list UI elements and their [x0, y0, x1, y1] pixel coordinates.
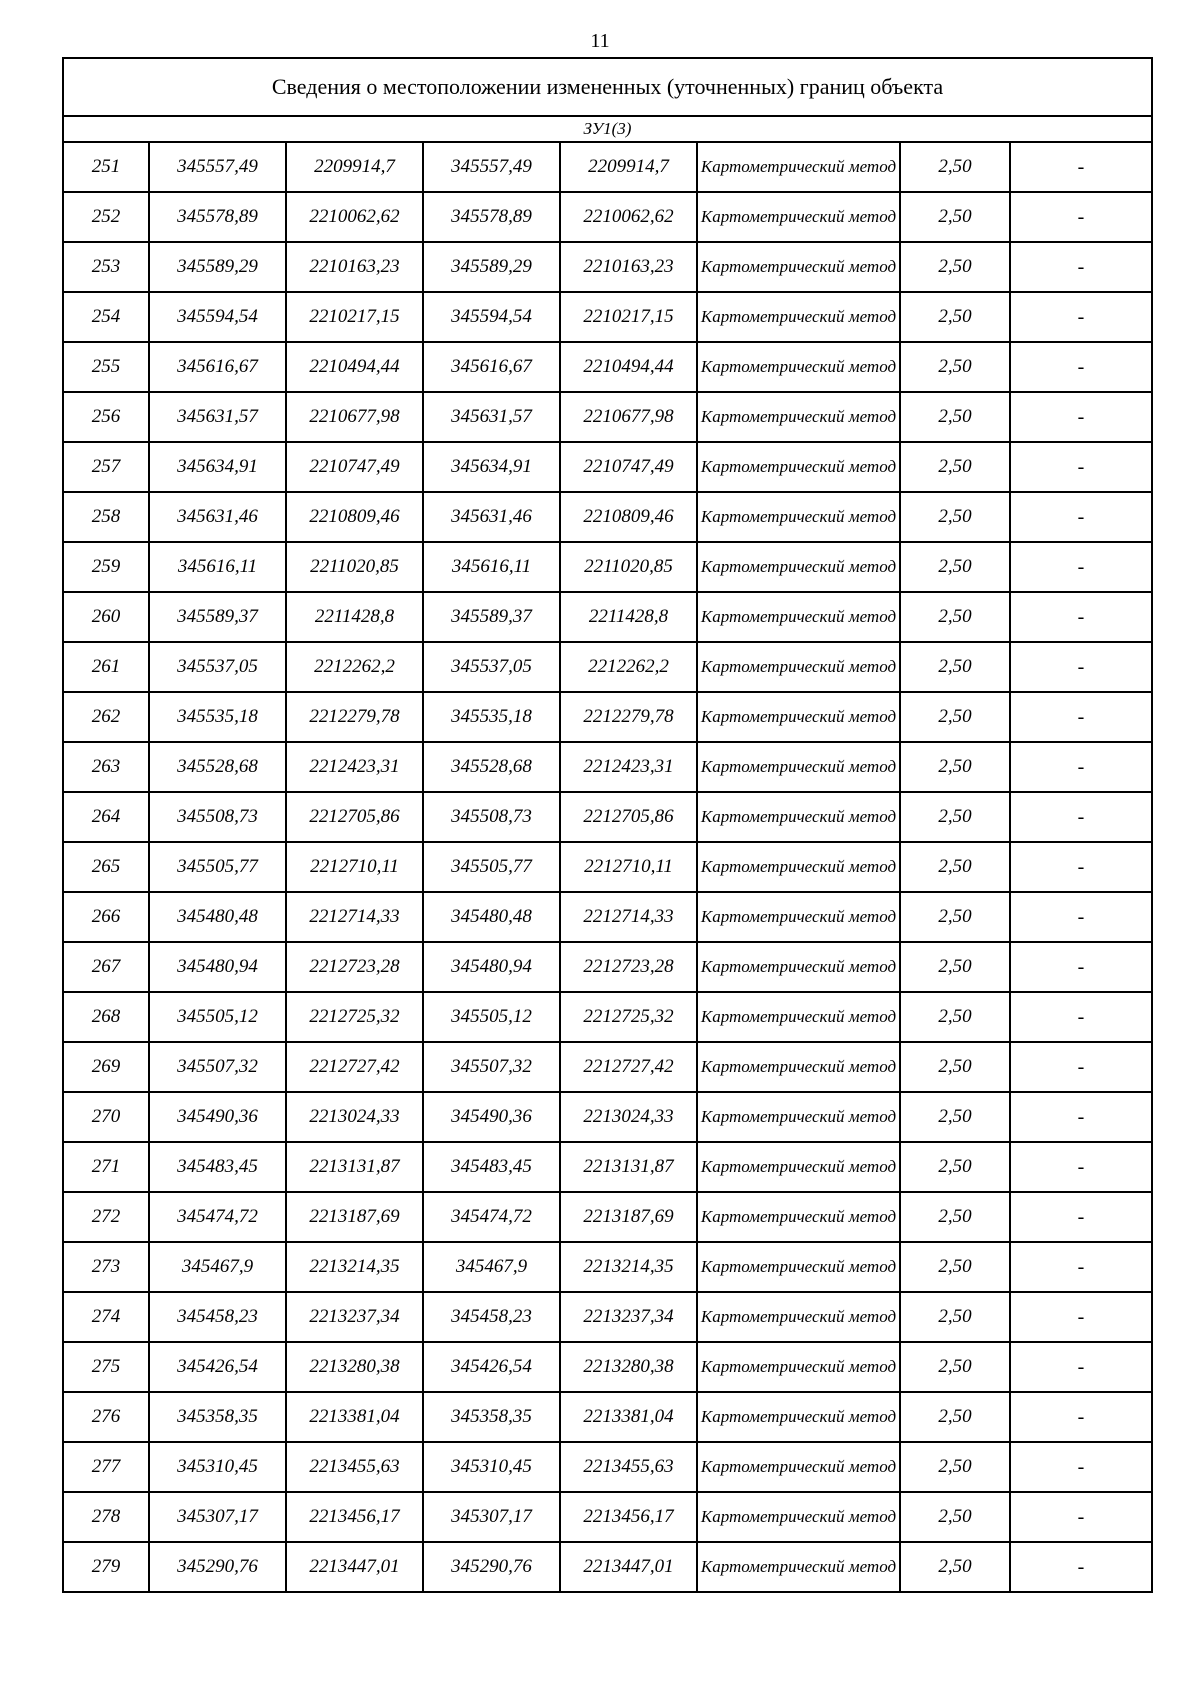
- existing-x-cell: 345507,32: [149, 1042, 286, 1092]
- note-cell: -: [1010, 1342, 1152, 1392]
- note-cell: -: [1010, 442, 1152, 492]
- note-cell: -: [1010, 1542, 1152, 1592]
- existing-x-cell: 345589,29: [149, 242, 286, 292]
- refined-y-cell: 2212723,28: [560, 942, 697, 992]
- refined-y-cell: 2210809,46: [560, 492, 697, 542]
- determination-method-cell: Картометрический метод: [697, 1192, 900, 1242]
- existing-x-cell: 345310,45: [149, 1442, 286, 1492]
- accuracy-cell: 2,50: [900, 1042, 1010, 1092]
- table-row: [63, 1242, 1152, 1292]
- refined-y-cell: 2212705,86: [560, 792, 697, 842]
- point-number-cell: 278: [63, 1492, 149, 1542]
- accuracy-cell: 2,50: [900, 192, 1010, 242]
- table-row: [63, 192, 1152, 242]
- determination-method-cell: Картометрический метод: [697, 742, 900, 792]
- refined-y-cell: 2209914,7: [560, 142, 697, 192]
- existing-y-cell: 2213447,01: [286, 1542, 423, 1592]
- note-cell: -: [1010, 642, 1152, 692]
- point-number-cell: 267: [63, 942, 149, 992]
- existing-x-cell: 345483,45: [149, 1142, 286, 1192]
- note-cell: -: [1010, 492, 1152, 542]
- determination-method-cell: Картометрический метод: [697, 942, 900, 992]
- existing-x-cell: 345458,23: [149, 1292, 286, 1342]
- parcel-label: ЗУ1(3): [63, 116, 1152, 142]
- refined-y-cell: 2213187,69: [560, 1192, 697, 1242]
- point-number-cell: 275: [63, 1342, 149, 1392]
- refined-x-cell: 345505,77: [423, 842, 560, 892]
- existing-x-cell: 345505,77: [149, 842, 286, 892]
- existing-y-cell: 2213214,35: [286, 1242, 423, 1292]
- existing-x-cell: 345616,11: [149, 542, 286, 592]
- existing-y-cell: 2212727,42: [286, 1042, 423, 1092]
- determination-method-cell: Картометрический метод: [697, 792, 900, 842]
- note-cell: -: [1010, 1242, 1152, 1292]
- determination-method-cell: Картометрический метод: [697, 1042, 900, 1092]
- accuracy-cell: 2,50: [900, 1092, 1010, 1142]
- accuracy-cell: 2,50: [900, 1192, 1010, 1242]
- determination-method-cell: Картометрический метод: [697, 692, 900, 742]
- note-cell: -: [1010, 1192, 1152, 1242]
- accuracy-cell: 2,50: [900, 742, 1010, 792]
- accuracy-cell: 2,50: [900, 1442, 1010, 1492]
- refined-x-cell: 345616,67: [423, 342, 560, 392]
- determination-method-cell: Картометрический метод: [697, 192, 900, 242]
- accuracy-cell: 2,50: [900, 1542, 1010, 1592]
- accuracy-cell: 2,50: [900, 142, 1010, 192]
- note-cell: -: [1010, 242, 1152, 292]
- note-cell: -: [1010, 342, 1152, 392]
- refined-y-cell: 2213237,34: [560, 1292, 697, 1342]
- existing-x-cell: 345480,48: [149, 892, 286, 942]
- determination-method-cell: Картометрический метод: [697, 1392, 900, 1442]
- existing-x-cell: 345557,49: [149, 142, 286, 192]
- existing-y-cell: 2212423,31: [286, 742, 423, 792]
- accuracy-cell: 2,50: [900, 442, 1010, 492]
- existing-y-cell: 2213455,63: [286, 1442, 423, 1492]
- refined-y-cell: 2212725,32: [560, 992, 697, 1042]
- table-row: [63, 642, 1152, 692]
- note-cell: -: [1010, 1392, 1152, 1442]
- existing-x-cell: 345508,73: [149, 792, 286, 842]
- refined-y-cell: 2210677,98: [560, 392, 697, 442]
- note-cell: -: [1010, 392, 1152, 442]
- existing-y-cell: 2211428,8: [286, 592, 423, 642]
- point-number-cell: 270: [63, 1092, 149, 1142]
- refined-y-cell: 2213455,63: [560, 1442, 697, 1492]
- table-row: [63, 142, 1152, 192]
- determination-method-cell: Картометрический метод: [697, 1142, 900, 1192]
- accuracy-cell: 2,50: [900, 792, 1010, 842]
- existing-y-cell: 2213237,34: [286, 1292, 423, 1342]
- determination-method-cell: Картометрический метод: [697, 242, 900, 292]
- table-row: [63, 1342, 1152, 1392]
- accuracy-cell: 2,50: [900, 292, 1010, 342]
- refined-x-cell: 345474,72: [423, 1192, 560, 1242]
- note-cell: -: [1010, 892, 1152, 942]
- accuracy-cell: 2,50: [900, 992, 1010, 1042]
- note-cell: -: [1010, 1442, 1152, 1492]
- refined-x-cell: 345490,36: [423, 1092, 560, 1142]
- refined-y-cell: 2211428,8: [560, 592, 697, 642]
- refined-x-cell: 345589,37: [423, 592, 560, 642]
- note-cell: -: [1010, 592, 1152, 642]
- accuracy-cell: 2,50: [900, 592, 1010, 642]
- point-number-cell: 253: [63, 242, 149, 292]
- refined-x-cell: 345480,48: [423, 892, 560, 942]
- accuracy-cell: 2,50: [900, 1292, 1010, 1342]
- point-number-cell: 272: [63, 1192, 149, 1242]
- accuracy-cell: 2,50: [900, 1492, 1010, 1542]
- point-number-cell: 254: [63, 292, 149, 342]
- accuracy-cell: 2,50: [900, 892, 1010, 942]
- determination-method-cell: Картометрический метод: [697, 392, 900, 442]
- existing-x-cell: 345307,17: [149, 1492, 286, 1542]
- table-row: [63, 1192, 1152, 1242]
- refined-x-cell: 345505,12: [423, 992, 560, 1042]
- refined-x-cell: 345290,76: [423, 1542, 560, 1592]
- existing-y-cell: 2213024,33: [286, 1092, 423, 1142]
- refined-x-cell: 345634,91: [423, 442, 560, 492]
- refined-y-cell: 2213447,01: [560, 1542, 697, 1592]
- note-cell: -: [1010, 792, 1152, 842]
- existing-y-cell: 2212714,33: [286, 892, 423, 942]
- point-number-cell: 264: [63, 792, 149, 842]
- refined-x-cell: 345631,57: [423, 392, 560, 442]
- table-row: [63, 992, 1152, 1042]
- existing-x-cell: 345634,91: [149, 442, 286, 492]
- determination-method-cell: Картометрический метод: [697, 1092, 900, 1142]
- accuracy-cell: 2,50: [900, 1342, 1010, 1392]
- note-cell: -: [1010, 992, 1152, 1042]
- existing-x-cell: 345505,12: [149, 992, 286, 1042]
- table-title-row: [63, 58, 1152, 116]
- point-number-cell: 276: [63, 1392, 149, 1442]
- table-row: [63, 1442, 1152, 1492]
- refined-x-cell: 345307,17: [423, 1492, 560, 1542]
- point-number-cell: 259: [63, 542, 149, 592]
- existing-x-cell: 345537,05: [149, 642, 286, 692]
- table-row: [63, 442, 1152, 492]
- determination-method-cell: Картометрический метод: [697, 842, 900, 892]
- determination-method-cell: Картометрический метод: [697, 892, 900, 942]
- refined-x-cell: 345535,18: [423, 692, 560, 742]
- refined-x-cell: 345508,73: [423, 792, 560, 842]
- point-number-cell: 257: [63, 442, 149, 492]
- table-row: [63, 242, 1152, 292]
- point-number-cell: 252: [63, 192, 149, 242]
- existing-x-cell: 345290,76: [149, 1542, 286, 1592]
- table-row: [63, 692, 1152, 742]
- table-row: [63, 1042, 1152, 1092]
- accuracy-cell: 2,50: [900, 342, 1010, 392]
- point-number-cell: 277: [63, 1442, 149, 1492]
- refined-y-cell: 2212279,78: [560, 692, 697, 742]
- existing-y-cell: 2212710,11: [286, 842, 423, 892]
- note-cell: -: [1010, 1142, 1152, 1192]
- table-row: [63, 842, 1152, 892]
- point-number-cell: 269: [63, 1042, 149, 1092]
- refined-x-cell: 345458,23: [423, 1292, 560, 1342]
- refined-x-cell: 345557,49: [423, 142, 560, 192]
- point-number-cell: 274: [63, 1292, 149, 1342]
- point-number-cell: 258: [63, 492, 149, 542]
- determination-method-cell: Картометрический метод: [697, 592, 900, 642]
- point-number-cell: 260: [63, 592, 149, 642]
- note-cell: -: [1010, 542, 1152, 592]
- refined-x-cell: 345358,35: [423, 1392, 560, 1442]
- refined-x-cell: 345589,29: [423, 242, 560, 292]
- table-title: Сведения о местоположении измененных (уточненных) границ объекта: [63, 58, 1152, 116]
- point-number-cell: 261: [63, 642, 149, 692]
- existing-y-cell: 2212705,86: [286, 792, 423, 842]
- existing-y-cell: 2210809,46: [286, 492, 423, 542]
- table-row: [63, 742, 1152, 792]
- table-row: [63, 1542, 1152, 1592]
- accuracy-cell: 2,50: [900, 1392, 1010, 1442]
- note-cell: -: [1010, 1042, 1152, 1092]
- table-row: [63, 1492, 1152, 1542]
- determination-method-cell: Картометрический метод: [697, 342, 900, 392]
- point-number-cell: 262: [63, 692, 149, 742]
- table-row: [63, 942, 1152, 992]
- refined-x-cell: 345578,89: [423, 192, 560, 242]
- existing-y-cell: 2210677,98: [286, 392, 423, 442]
- determination-method-cell: Картометрический метод: [697, 1292, 900, 1342]
- determination-method-cell: Картометрический метод: [697, 1442, 900, 1492]
- note-cell: -: [1010, 192, 1152, 242]
- refined-y-cell: 2212710,11: [560, 842, 697, 892]
- refined-y-cell: 2212727,42: [560, 1042, 697, 1092]
- determination-method-cell: Картометрический метод: [697, 142, 900, 192]
- note-cell: -: [1010, 942, 1152, 992]
- refined-x-cell: 345594,54: [423, 292, 560, 342]
- refined-y-cell: 2210494,44: [560, 342, 697, 392]
- table-row: [63, 1392, 1152, 1442]
- refined-x-cell: 345507,32: [423, 1042, 560, 1092]
- refined-y-cell: 2213456,17: [560, 1492, 697, 1542]
- refined-y-cell: 2210163,23: [560, 242, 697, 292]
- accuracy-cell: 2,50: [900, 392, 1010, 442]
- determination-method-cell: Картометрический метод: [697, 1342, 900, 1392]
- note-cell: -: [1010, 1292, 1152, 1342]
- existing-x-cell: 345358,35: [149, 1392, 286, 1442]
- existing-y-cell: 2213131,87: [286, 1142, 423, 1192]
- refined-y-cell: 2212423,31: [560, 742, 697, 792]
- refined-y-cell: 2210747,49: [560, 442, 697, 492]
- point-number-cell: 279: [63, 1542, 149, 1592]
- determination-method-cell: Картометрический метод: [697, 642, 900, 692]
- point-number-cell: 273: [63, 1242, 149, 1292]
- table-row: [63, 1092, 1152, 1142]
- note-cell: -: [1010, 292, 1152, 342]
- accuracy-cell: 2,50: [900, 642, 1010, 692]
- existing-y-cell: 2213187,69: [286, 1192, 423, 1242]
- determination-method-cell: Картометрический метод: [697, 442, 900, 492]
- table-row: [63, 1142, 1152, 1192]
- existing-y-cell: 2212725,32: [286, 992, 423, 1042]
- existing-x-cell: 345535,18: [149, 692, 286, 742]
- refined-x-cell: 345480,94: [423, 942, 560, 992]
- determination-method-cell: Картометрический метод: [697, 492, 900, 542]
- point-number-cell: 251: [63, 142, 149, 192]
- refined-y-cell: 2211020,85: [560, 542, 697, 592]
- refined-y-cell: 2210062,62: [560, 192, 697, 242]
- refined-x-cell: 345426,54: [423, 1342, 560, 1392]
- table-row: [63, 292, 1152, 342]
- table-row: [63, 892, 1152, 942]
- existing-y-cell: 2210062,62: [286, 192, 423, 242]
- refined-x-cell: 345631,46: [423, 492, 560, 542]
- existing-x-cell: 345474,72: [149, 1192, 286, 1242]
- determination-method-cell: Картометрический метод: [697, 1492, 900, 1542]
- note-cell: -: [1010, 1492, 1152, 1542]
- existing-x-cell: 345490,36: [149, 1092, 286, 1142]
- refined-x-cell: 345310,45: [423, 1442, 560, 1492]
- note-cell: -: [1010, 692, 1152, 742]
- note-cell: -: [1010, 142, 1152, 192]
- refined-y-cell: 2213024,33: [560, 1092, 697, 1142]
- existing-x-cell: 345467,9: [149, 1242, 286, 1292]
- point-number-cell: 266: [63, 892, 149, 942]
- existing-y-cell: 2211020,85: [286, 542, 423, 592]
- boundary-coordinates-table: [62, 57, 1153, 1593]
- table-row: [63, 542, 1152, 592]
- point-number-cell: 271: [63, 1142, 149, 1192]
- accuracy-cell: 2,50: [900, 542, 1010, 592]
- existing-y-cell: 2210217,15: [286, 292, 423, 342]
- accuracy-cell: 2,50: [900, 242, 1010, 292]
- table-row: [63, 342, 1152, 392]
- existing-y-cell: 2210747,49: [286, 442, 423, 492]
- existing-x-cell: 345426,54: [149, 1342, 286, 1392]
- table-row: [63, 592, 1152, 642]
- point-number-cell: 256: [63, 392, 149, 442]
- refined-x-cell: 345537,05: [423, 642, 560, 692]
- refined-y-cell: 2213381,04: [560, 1392, 697, 1442]
- determination-method-cell: Картометрический метод: [697, 992, 900, 1042]
- existing-x-cell: 345616,67: [149, 342, 286, 392]
- refined-y-cell: 2213131,87: [560, 1142, 697, 1192]
- table-row: [63, 492, 1152, 542]
- refined-y-cell: 2212262,2: [560, 642, 697, 692]
- existing-x-cell: 345480,94: [149, 942, 286, 992]
- point-number-cell: 268: [63, 992, 149, 1042]
- existing-y-cell: 2212262,2: [286, 642, 423, 692]
- refined-x-cell: 345467,9: [423, 1242, 560, 1292]
- existing-y-cell: 2212723,28: [286, 942, 423, 992]
- determination-method-cell: Картометрический метод: [697, 542, 900, 592]
- existing-y-cell: 2212279,78: [286, 692, 423, 742]
- existing-y-cell: 2210494,44: [286, 342, 423, 392]
- existing-y-cell: 2213280,38: [286, 1342, 423, 1392]
- existing-y-cell: 2209914,7: [286, 142, 423, 192]
- determination-method-cell: Картометрический метод: [697, 1542, 900, 1592]
- note-cell: -: [1010, 1092, 1152, 1142]
- table-row: [63, 792, 1152, 842]
- existing-x-cell: 345578,89: [149, 192, 286, 242]
- accuracy-cell: 2,50: [900, 1242, 1010, 1292]
- determination-method-cell: Картометрический метод: [697, 1242, 900, 1292]
- accuracy-cell: 2,50: [900, 692, 1010, 742]
- existing-x-cell: 345528,68: [149, 742, 286, 792]
- table-row: [63, 1292, 1152, 1342]
- refined-y-cell: 2213280,38: [560, 1342, 697, 1392]
- point-number-cell: 263: [63, 742, 149, 792]
- refined-x-cell: 345616,11: [423, 542, 560, 592]
- accuracy-cell: 2,50: [900, 842, 1010, 892]
- note-cell: -: [1010, 842, 1152, 892]
- refined-x-cell: 345528,68: [423, 742, 560, 792]
- page-number: 11: [590, 30, 610, 52]
- existing-x-cell: 345594,54: [149, 292, 286, 342]
- refined-x-cell: 345483,45: [423, 1142, 560, 1192]
- existing-x-cell: 345631,57: [149, 392, 286, 442]
- accuracy-cell: 2,50: [900, 942, 1010, 992]
- determination-method-cell: Картометрический метод: [697, 292, 900, 342]
- existing-y-cell: 2210163,23: [286, 242, 423, 292]
- accuracy-cell: 2,50: [900, 1142, 1010, 1192]
- refined-y-cell: 2212714,33: [560, 892, 697, 942]
- refined-y-cell: 2213214,35: [560, 1242, 697, 1292]
- note-cell: -: [1010, 742, 1152, 792]
- existing-y-cell: 2213381,04: [286, 1392, 423, 1442]
- point-number-cell: 255: [63, 342, 149, 392]
- existing-y-cell: 2213456,17: [286, 1492, 423, 1542]
- existing-x-cell: 345589,37: [149, 592, 286, 642]
- point-number-cell: 265: [63, 842, 149, 892]
- existing-x-cell: 345631,46: [149, 492, 286, 542]
- table-row: [63, 392, 1152, 442]
- refined-y-cell: 2210217,15: [560, 292, 697, 342]
- table-subtitle-row: [63, 116, 1152, 142]
- accuracy-cell: 2,50: [900, 492, 1010, 542]
